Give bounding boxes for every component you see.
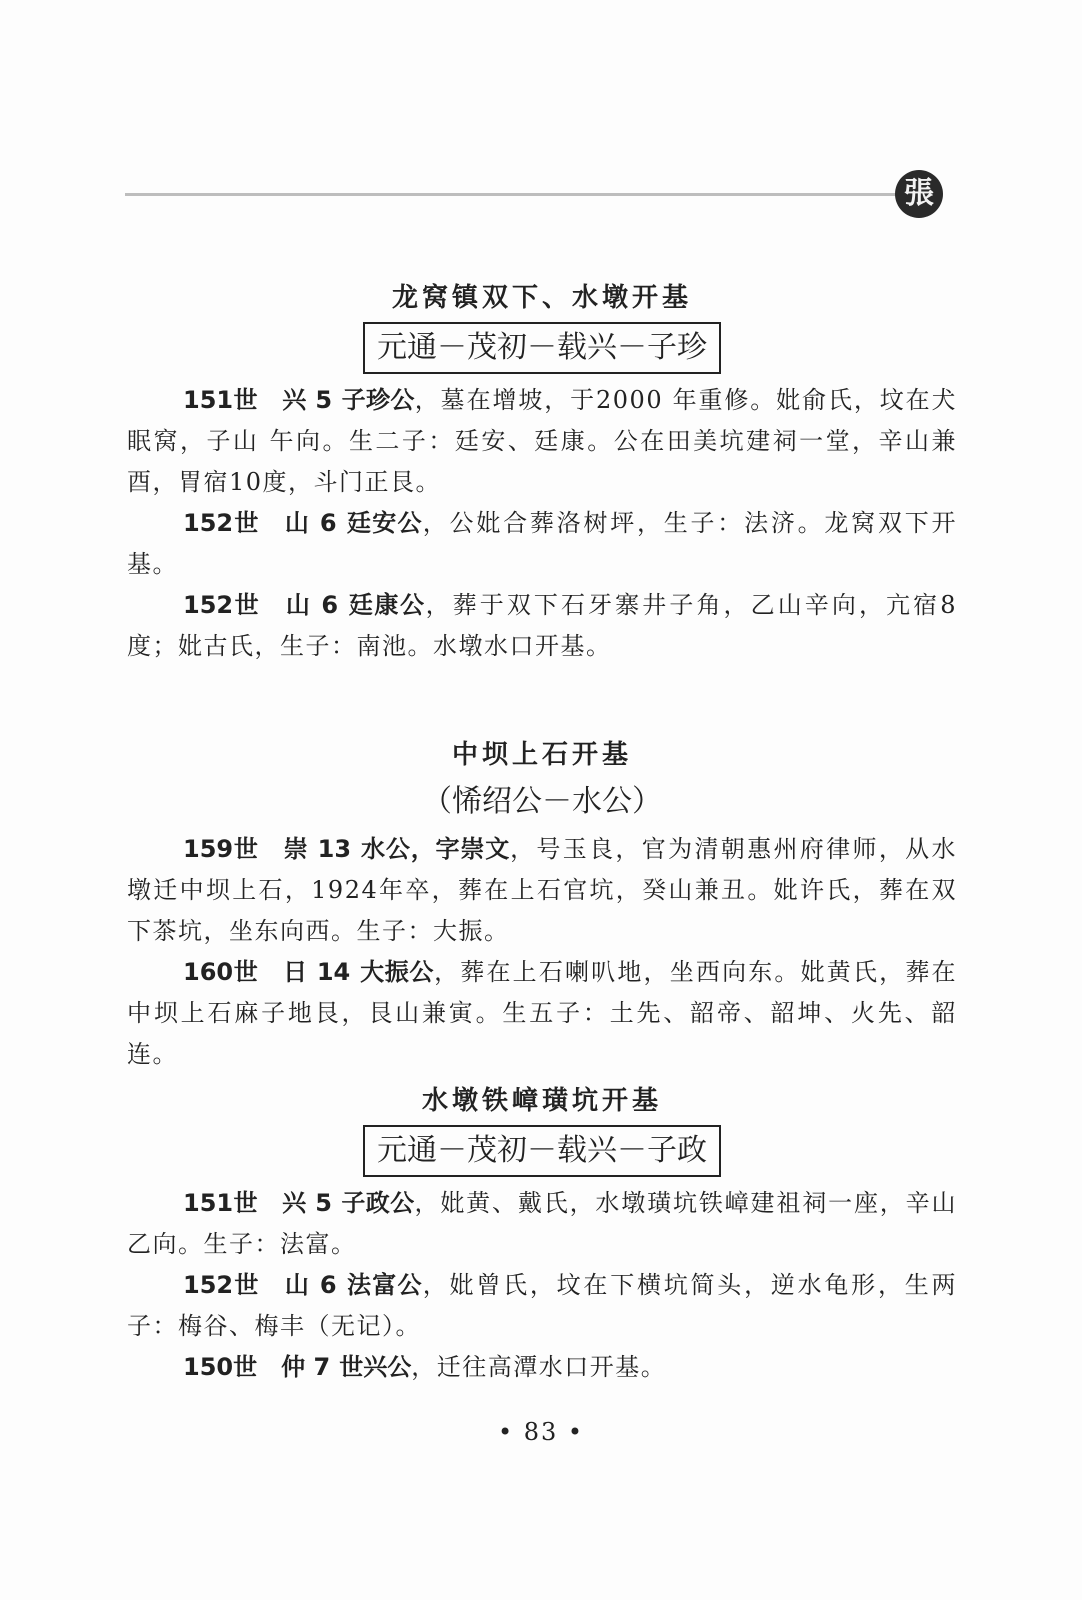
ancestor-name: 子珍公 (341, 386, 415, 414)
generation-label: 152世 山 6 (183, 509, 337, 537)
genealogy-entry (127, 829, 957, 952)
entry-text: ，妣曾氏，坟在下横坑简头，逆水龟形，生两子：梅谷、梅丰（无记）。 (127, 1271, 957, 1340)
section-shuidun (127, 1085, 957, 1388)
section-title: 水墩铁嶂璜坑开基 (421, 1086, 662, 1116)
generation-label: 152世 山 6 (183, 1271, 337, 1299)
ancestor-name: 法富公 (346, 1271, 423, 1299)
entry-text: ，葬在上石喇叭地，坐西向东。妣黄氏，葬在中坝上石麻子地艮，艮山兼寅。生五子：土先、韶帝、韶坤、火先、韶连。 (127, 958, 958, 1068)
generation-label: 152世 山 6 (183, 591, 339, 619)
section-zhongba (127, 739, 957, 1075)
ancestor-name: 大振公 (360, 958, 435, 986)
ancestor-name: 水公，字崇文 (361, 835, 511, 863)
genealogy-entry (127, 1183, 957, 1265)
generation-label: 151世 兴 5 (183, 386, 333, 414)
page-body (127, 282, 957, 1388)
ancestor-name: 世兴公 (339, 1353, 412, 1381)
genealogy-entry (127, 952, 957, 1075)
entry-text: ，墓在增坡，于2000 年重修。妣俞氏，坟在犬眠窝，子山 午向。生二子：廷安、廷康。公在田美坑建祠一堂，辛山兼酉，胃宿10度，斗门正艮。 (127, 386, 957, 496)
section-longwo (127, 282, 957, 667)
generation-label: 150世 仲 7 (183, 1353, 331, 1381)
genealogy-entry (127, 380, 957, 503)
lineage-box: 元通－茂初－载兴－子珍 (363, 322, 721, 374)
generation-label: 159世 崇 13 (183, 835, 352, 863)
genealogy-entry (127, 1265, 957, 1347)
generation-label: 160世 日 14 (183, 958, 351, 986)
ancestor-name: 子政公 (341, 1189, 415, 1217)
section-title: 中坝上石开基 (451, 740, 632, 770)
section-title: 龙窝镇双下、水墩开基 (391, 283, 692, 313)
lineage-box: 元通－茂初－载兴－子政 (363, 1125, 721, 1177)
page-number: • 83 • (497, 1418, 585, 1446)
entry-text: ，葬于双下石牙寨井子角，乙山辛向，亢宿8度；妣古氏，生子：南池。水墩水口开基。 (127, 591, 957, 660)
entry-text: ，公妣合葬洛树坪，生子：法济。龙窝双下开基。 (127, 509, 957, 578)
entry-text: ，迁往高潭水口开基。 (411, 1353, 667, 1381)
ancestor-name: 廷安公 (346, 509, 423, 537)
generation-label: 151世 兴 5 (183, 1189, 332, 1217)
genealogy-entry (127, 585, 957, 667)
zhang-emblem-icon: 張 (895, 170, 943, 218)
header-rule (125, 193, 905, 196)
ancestor-name: 廷康公 (348, 591, 426, 619)
lineage-line: （悕绍公－水公） (422, 784, 662, 819)
genealogy-entry (127, 1347, 957, 1388)
entry-text: ，号玉良，官为清朝惠州府律师，从水墩迁中坝上石，1924年卒，葬在上石官坑，癸山兼丑。妣许氏，葬在双下茶坑，坐东向西。生子：大振。 (127, 835, 958, 945)
genealogy-entry (127, 503, 957, 585)
entry-text: ，妣黄、戴氏，水墩璜坑铁嶂建祖祠一座，辛山乙向。生子：法富。 (127, 1189, 958, 1258)
